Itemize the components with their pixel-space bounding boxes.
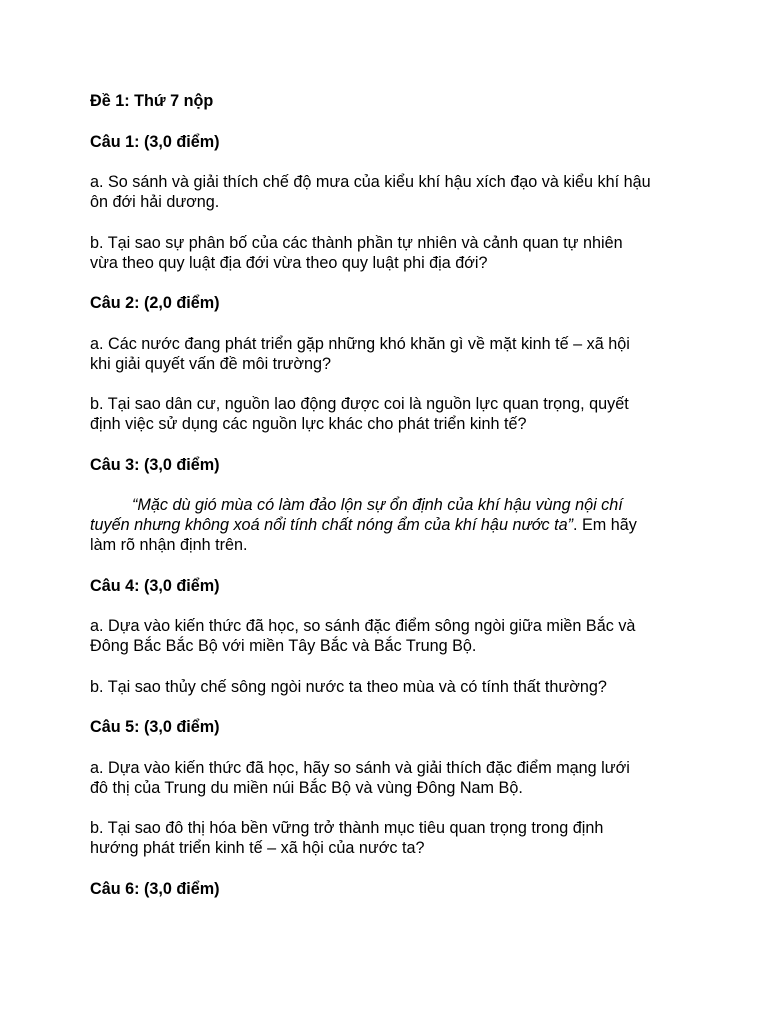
document-page [90,91,690,919]
question-4-part-b: b. Tại sao thủy chế sông ngòi nước ta theo mùa và có tính thất thường? [90,677,607,696]
question-5-part-b: b. Tại sao đô thị hóa bền vững trở thành mục tiêu quan trọng trong định hướng phát triển kinh tế – xã hội của nước ta? [90,819,604,857]
question-1-part-b: b. Tại sao sự phân bố của các thành phần tự nhiên và cảnh quan tự nhiên vừa theo quy luật địa đới vừa theo quy luật phi địa đới? [90,233,623,272]
question-2-heading: Câu 2: (2,0 điểm) [90,294,220,312]
document-title: Đề 1: Thứ 7 nộp [90,92,214,110]
question-4-part-a: a. Dựa vào kiến thức đã học, so sánh đặc điểm sông ngòi giữa miền Bắc và Đông Bắc Bắc Bộ với miền Tây Bắc và Bắc Trung Bộ. [90,617,636,655]
question-2-part-b: b. Tại sao dân cư, nguồn lao động được coi là nguồn lực quan trọng, quyết định việc sử dụng các nguồn lực khác cho phát triển kinh tế? [90,395,629,433]
question-4-heading: Câu 4: (3,0 điểm) [90,576,220,595]
question-3-quote: “Mặc dù gió mùa có làm đảo lộn sự ổn định của khí hậu vùng nội chí tuyến nhưng không xoá nổi tính chất nóng ẩm của khí hậu nước ta” [90,496,623,534]
question-5-part-a: a. Dựa vào kiến thức đã học, hãy so sánh và giải thích đặc điểm mạng lưới đô thị của Trung du miền núi Bắc Bộ và vùng Đông Nam Bộ. [90,758,630,797]
question-3-body [90,495,690,555]
question-6-heading: Câu 6: (3,0 điểm) [90,879,220,898]
question-1-part-a: a. So sánh và giải thích chế độ mưa của kiểu khí hậu xích đạo và kiểu khí hậu ôn đới hải dương. [90,173,651,211]
question-5-heading: Câu 5: (3,0 điểm) [90,718,220,736]
question-3-instruction: . Em hãy làm rõ nhận định trên. [90,516,637,554]
question-2-part-a: a. Các nước đang phát triển gặp những khó khăn gì về mặt kinh tế – xã hội khi giải quyết vấn đề môi trường? [90,334,630,373]
question-3-heading: Câu 3: (3,0 điểm) [90,455,220,474]
question-1-heading: Câu 1: (3,0 điểm) [90,132,220,151]
